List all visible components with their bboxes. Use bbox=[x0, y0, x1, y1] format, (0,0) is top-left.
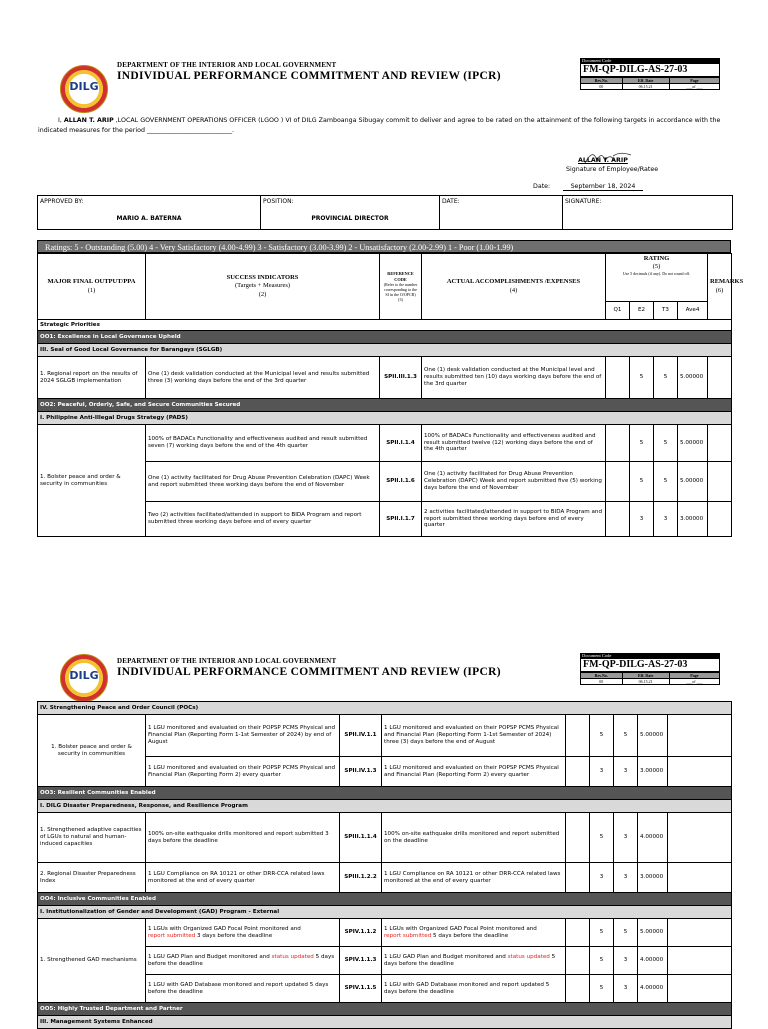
section-row: OO2: Peaceful, Orderly, Safe, and Secure Communities Secured bbox=[38, 399, 732, 412]
signature-caption: Signature of Employee/Ratee bbox=[566, 166, 659, 173]
section-row: OO1: Excellence in Local Governance Upheld bbox=[38, 331, 732, 344]
subsection-row: III. Management Systems Enhanced bbox=[38, 1016, 732, 1029]
approval-box: APPROVED BY: MARIO A. BATERNA POSITION: PROVINCIAL DIRECTOR DATE: SIGNATURE: bbox=[37, 195, 733, 230]
dilg-logo: DILG bbox=[60, 65, 108, 113]
table-header-row: MAJOR FINAL OUTPUT/PPA (1) SUCCESS INDICATORS (Targets + Measures) (2) REFERENCE CODE (Refer to the number corresponding to the SI in the O/OPCR) (3) ACTUAL ACCOMPLISHMENTS /EXPENSES (4) RATING (5) Use 5 decimals (if any). Do not round off. REMARKS (6) bbox=[38, 254, 732, 302]
table-row: 1 LGU monitored and evaluated on their POPSP PCMS Physical and Financial Plan (Reporting Form 2) every quarter SPII.IV.1.3 1 LGU monitored and evaluated on their POPSP PCMS Physical and Financial Plan (Reporting Form 2) every quarter 3 3 3.00000 bbox=[38, 757, 732, 787]
commitment-statement: I, ALLAN T. ARIP ,LOCAL GOVERNMENT OPERATIONS OFFICER (LGOO ) VI of DILG Zamboanga Sibugay commit to deliver and agree to be rated on the attainment of the following targets in accordance with the indicated measures for the period ___________________________. bbox=[38, 117, 721, 134]
dilg-logo: DILG bbox=[60, 654, 108, 702]
table-row: 1 LGU GAD Plan and Budget monitored and status updated 5 days before the deadline SPIV.1.1.3 1 LGU GAD Plan and Budget monitored and status updated 5 days before the deadline 5 3 4.00000 bbox=[38, 947, 732, 975]
subsection-row: IV. Strengthening Peace and Order Council (POCs) bbox=[38, 702, 732, 715]
section-row: OO5: Highly Trusted Department and Partner bbox=[38, 1003, 732, 1016]
signatory-name: ALLAN T. ARIP bbox=[578, 157, 628, 164]
document-code-box: Document Code FM-QP-DILG-AS-27-03 Rev.No. Eff. Date Page 00 06.15.21 ___of ___ bbox=[580, 653, 720, 685]
employee-name: ALLAN T. ARIP bbox=[63, 117, 114, 124]
table-row: 2. Regional Disaster Preparedness Index 1 LGU Compliance on RA 10121 or other DRR-CCA related laws monitored at the end of every quarter SPIII.1.2.2 1 LGU Compliance on RA 10121 or other DRR-CCA related laws monitored at the end of every quarter 3 3 3.00000 bbox=[38, 863, 732, 893]
department-name: DEPARTMENT OF THE INTERIOR AND LOCAL GOVERNMENT bbox=[117, 657, 337, 665]
table-row: 1. Regional report on the results of 2024 SGLGB implementation One (1) desk validation conducted at the Municipal level and results submitted three (3) working days before the end of the 3rd quarter SPII.III.1.3 One (1) desk validation conducted at the Municipal level and results submitted ten (10) days working days before the end of the 3rd quarter 5 5 5.00000 bbox=[38, 357, 732, 399]
table-row: 1. Strengthened GAD mechanisms 1 LGUs with Organized GAD Focal Point monitored and report submitted 3 days before the deadline SPIV.1.1.2 1 LGUs with Organized GAD Focal Point monitored and report submitted 5 days before the deadline 5 5 5.00000 bbox=[38, 919, 732, 947]
subsection-row: III. Seal of Good Local Governance for Barangays (SGLGB) bbox=[38, 344, 732, 357]
strategic-priorities-row: Strategic Priorities bbox=[38, 320, 732, 331]
revision-table: Rev.No. Eff. Date Page 00 06.15.21 ___of ___ bbox=[580, 77, 720, 90]
date-label: Date: bbox=[533, 183, 551, 190]
revision-table: Rev.No. Eff. Date Page 00 06.15.21 ___of ___ bbox=[580, 672, 720, 685]
subsection-row: I. DILG Disaster Preparedness, Response, and Resilience Program bbox=[38, 800, 732, 813]
ipcr-page-2 bbox=[0, 645, 768, 1024]
document-code-box: Document Code FM-QP-DILG-AS-27-03 Rev.No. Eff. Date Page 00 06.15.21 ___of ___ bbox=[580, 58, 720, 90]
approver-position: PROVINCIAL DIRECTOR bbox=[311, 215, 389, 222]
table-row: 1. Bolster peace and order & security in communities 100% of BADACs Functionality and effectiveness audited and result submitted seven (7) working days before the end of the 4th quarter SPII.I.1.4 100% of BADACs Functionality and effectiveness audited and result submitted twelve (12) working days before the end of the 4th quarter 5 5 5.00000 bbox=[38, 425, 732, 462]
form-title: INDIVIDUAL PERFORMANCE COMMITMENT AND REVIEW (IPCR) bbox=[117, 666, 501, 678]
ratings-legend: Ratings: 5 - Outstanding (5.00) 4 - Very Satisfactory (4.00-4.99) 3 - Satisfactory (3.00-3.99) 2 - Unsatisfactory (2.00-2.99) 1 - Poor (1.00-1.99) bbox=[37, 240, 731, 253]
table-row: One (1) activity facilitated for Drug Abuse Prevention Celebration (DAPC) Week and report submitted three working days before the end of November SPII.I.1.6 One (1) activity facilitated for Drug Abuse Prevention Celebration (DAPC) Week and report submitted five (5) working days before the end of November 5 5 5.00000 bbox=[38, 462, 732, 502]
table-row: 1 LGU with GAD Database monitored and report updated 5 days before the deadline SPIV.1.1.5 1 LGU with GAD Database monitored and report updated 5 days before the deadline 5 3 4.00000 bbox=[38, 975, 732, 1003]
department-name: DEPARTMENT OF THE INTERIOR AND LOCAL GOVERNMENT bbox=[117, 61, 337, 69]
signature-date: September 18, 2024 bbox=[563, 183, 643, 191]
subsection-row: I. Institutionalization of Gender and Development (GAD) Program - External bbox=[38, 906, 732, 919]
ipcr-table-page-2 bbox=[37, 701, 732, 1029]
form-title: INDIVIDUAL PERFORMANCE COMMITMENT AND REVIEW (IPCR) bbox=[117, 70, 501, 82]
ipcr-table-page-1: MAJOR FINAL OUTPUT/PPA (1) SUCCESS INDICATORS (Targets + Measures) (2) REFERENCE CODE (Refer to the number corresponding to the SI in the O/OPCR) (3) ACTUAL ACCOMPLISHMENTS /EXPENSES (4) RATING (5) Use 5 decimals (if any). Do not round off. REMARKS (6) Q1 E2 T3 Ave4 Strategic Priorities OO1: Excellence in Local Governance Upheld III. Seal of Good Local Governance for Barangays (SGLGB) 1. Regional report on the results of 2024 SGLGB implementation One (1) desk validation conducted at the Municipal level and results submitted three (3) working days before the end of the 3rd quarter SPII.III.1.3 One (1) desk validation conducted at the Municipal level and results submitted ten (10) days working days before the end of the 3rd quarter 5 5 5.00000 OO2: Peaceful, Orderly, Safe, and Secure Communities Secured I. Philippine Anti-Illegal Drugs Strategy (PADS) 1. Bolster peace and order & security in communities 100% of BADACs Functionality and effectiveness audited and result submitted seven (7) working days before the end of the 4th quarter SPII.I.1.4 100% of BADACs Functionality and effectiveness audited and result submitted twelve (12) working days before the end of the 4th quarter 5 5 5.00000 One (1) activity facilitated for Drug Abuse Prevention Celebration (DAPC) Week and report submitted three working days before the end of November SPII.I.1.6 One (1) activity facilitated for Drug Abuse Prevention Celebration (DAPC) Week and report submitted five (5) working days before the end of November 5 5 5.00000 Two (2) activities facilitated/attended in support to BIDA Program and report submitted three working days before end of every quarter SPII.I.1.7 2 activities facilitated/attended in support to BIDA Program and report submitted three working days before end of every quarter 3 3 3.00000 bbox=[37, 253, 732, 537]
table-row: Two (2) activities facilitated/attended in support to BIDA Program and report submitted three working days before end of every quarter SPII.I.1.7 2 activities facilitated/attended in support to BIDA Program and report submitted three working days before end of every quarter 3 3 3.00000 bbox=[38, 502, 732, 537]
section-row: OO4: Inclusive Communities Enabled bbox=[38, 893, 732, 906]
table-row: 1. Strengthened adaptive capacities of LGUs to natural and human-induced capacities 100% on-site eathquake drills monitored and report submitted 3 days before the deadline SPIII.1.1.4 100% on-site eathquake drills monitored and report submitted on the deadline 5 3 4.00000 bbox=[38, 813, 732, 863]
table-row: 1. Bolster peace and order & security in communities 1 LGU monitored and evaluated on their POPSP PCMS Physical and Financial Plan (Reporting Form 1-1st Semester of 2024) by end of August SPII.IV.1.1 1 LGU monitored and evaluated on their POPSP PCMS Physical and Financial Plan (Reporting Form 1-1st Semester of 2024) three (3) days before the end of August 5 5 5.00000 bbox=[38, 715, 732, 757]
subsection-row: I. Philippine Anti-Illegal Drugs Strategy (PADS) bbox=[38, 412, 732, 425]
approver-name: MARIO A. BATERNA bbox=[116, 215, 182, 222]
section-row: OO3: Resilient Communities Enabled bbox=[38, 787, 732, 800]
